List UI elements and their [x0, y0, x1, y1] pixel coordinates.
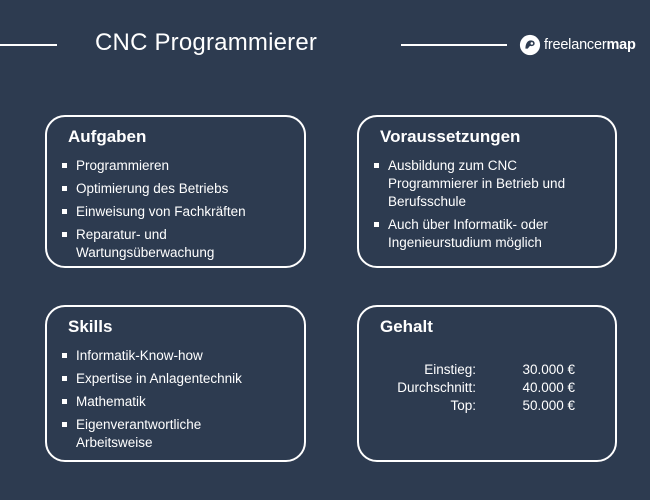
card-title-voraussetzungen: Voraussetzungen — [380, 127, 521, 146]
card-gehalt — [357, 305, 617, 462]
list-item: Einweisung von Fachkräften — [62, 203, 294, 221]
salary-label: Durchschnitt: — [397, 380, 476, 395]
card-voraussetzungen — [357, 115, 617, 268]
list-item: Informatik-Know-how — [62, 347, 294, 365]
header-rule-left — [0, 44, 57, 46]
list-skills — [62, 347, 294, 457]
list-item: Expertise in Anlagentechnik — [62, 370, 294, 388]
card-skills — [45, 305, 306, 462]
list-item: Optimierung des Betriebs — [62, 180, 294, 198]
header-rule-right — [401, 44, 507, 46]
list-item: Mathematik — [62, 393, 294, 411]
freelancermap-logo-icon — [519, 34, 541, 56]
card-title-aufgaben: Aufgaben — [68, 127, 147, 146]
salary-row — [359, 379, 615, 397]
salary-table — [359, 361, 615, 415]
list-aufgaben — [62, 157, 294, 267]
list-item: Programmieren — [62, 157, 294, 175]
logo-text-bold: map — [606, 37, 636, 53]
list-voraussetzungen — [374, 157, 605, 257]
list-item: Reparatur- und Wartungsüberwachung — [62, 226, 246, 262]
list-item: Eigenverantwortliche Arbeitsweise — [62, 416, 236, 452]
card-title-skills: Skills — [68, 317, 113, 336]
list-item: Ausbildung zum CNC Programmierer in Betrieb und Berufsschule — [374, 157, 588, 211]
list-item: Auch über Informatik- oder Ingenieurstudium möglich — [374, 216, 593, 252]
salary-label: Einstieg: — [424, 362, 476, 377]
salary-value: 40.000 € — [522, 380, 575, 395]
logo-text-regular: freelancer — [544, 37, 607, 53]
salary-value: 30.000 € — [522, 362, 575, 377]
salary-label: Top: — [450, 398, 476, 413]
page-title: CNC Programmierer — [95, 29, 318, 56]
logo-text — [544, 37, 636, 53]
card-aufgaben — [45, 115, 306, 268]
card-title-gehalt: Gehalt — [380, 317, 433, 336]
freelancermap-logo — [519, 33, 636, 57]
salary-row — [359, 397, 615, 415]
salary-row — [359, 361, 615, 379]
salary-value: 50.000 € — [522, 398, 575, 413]
